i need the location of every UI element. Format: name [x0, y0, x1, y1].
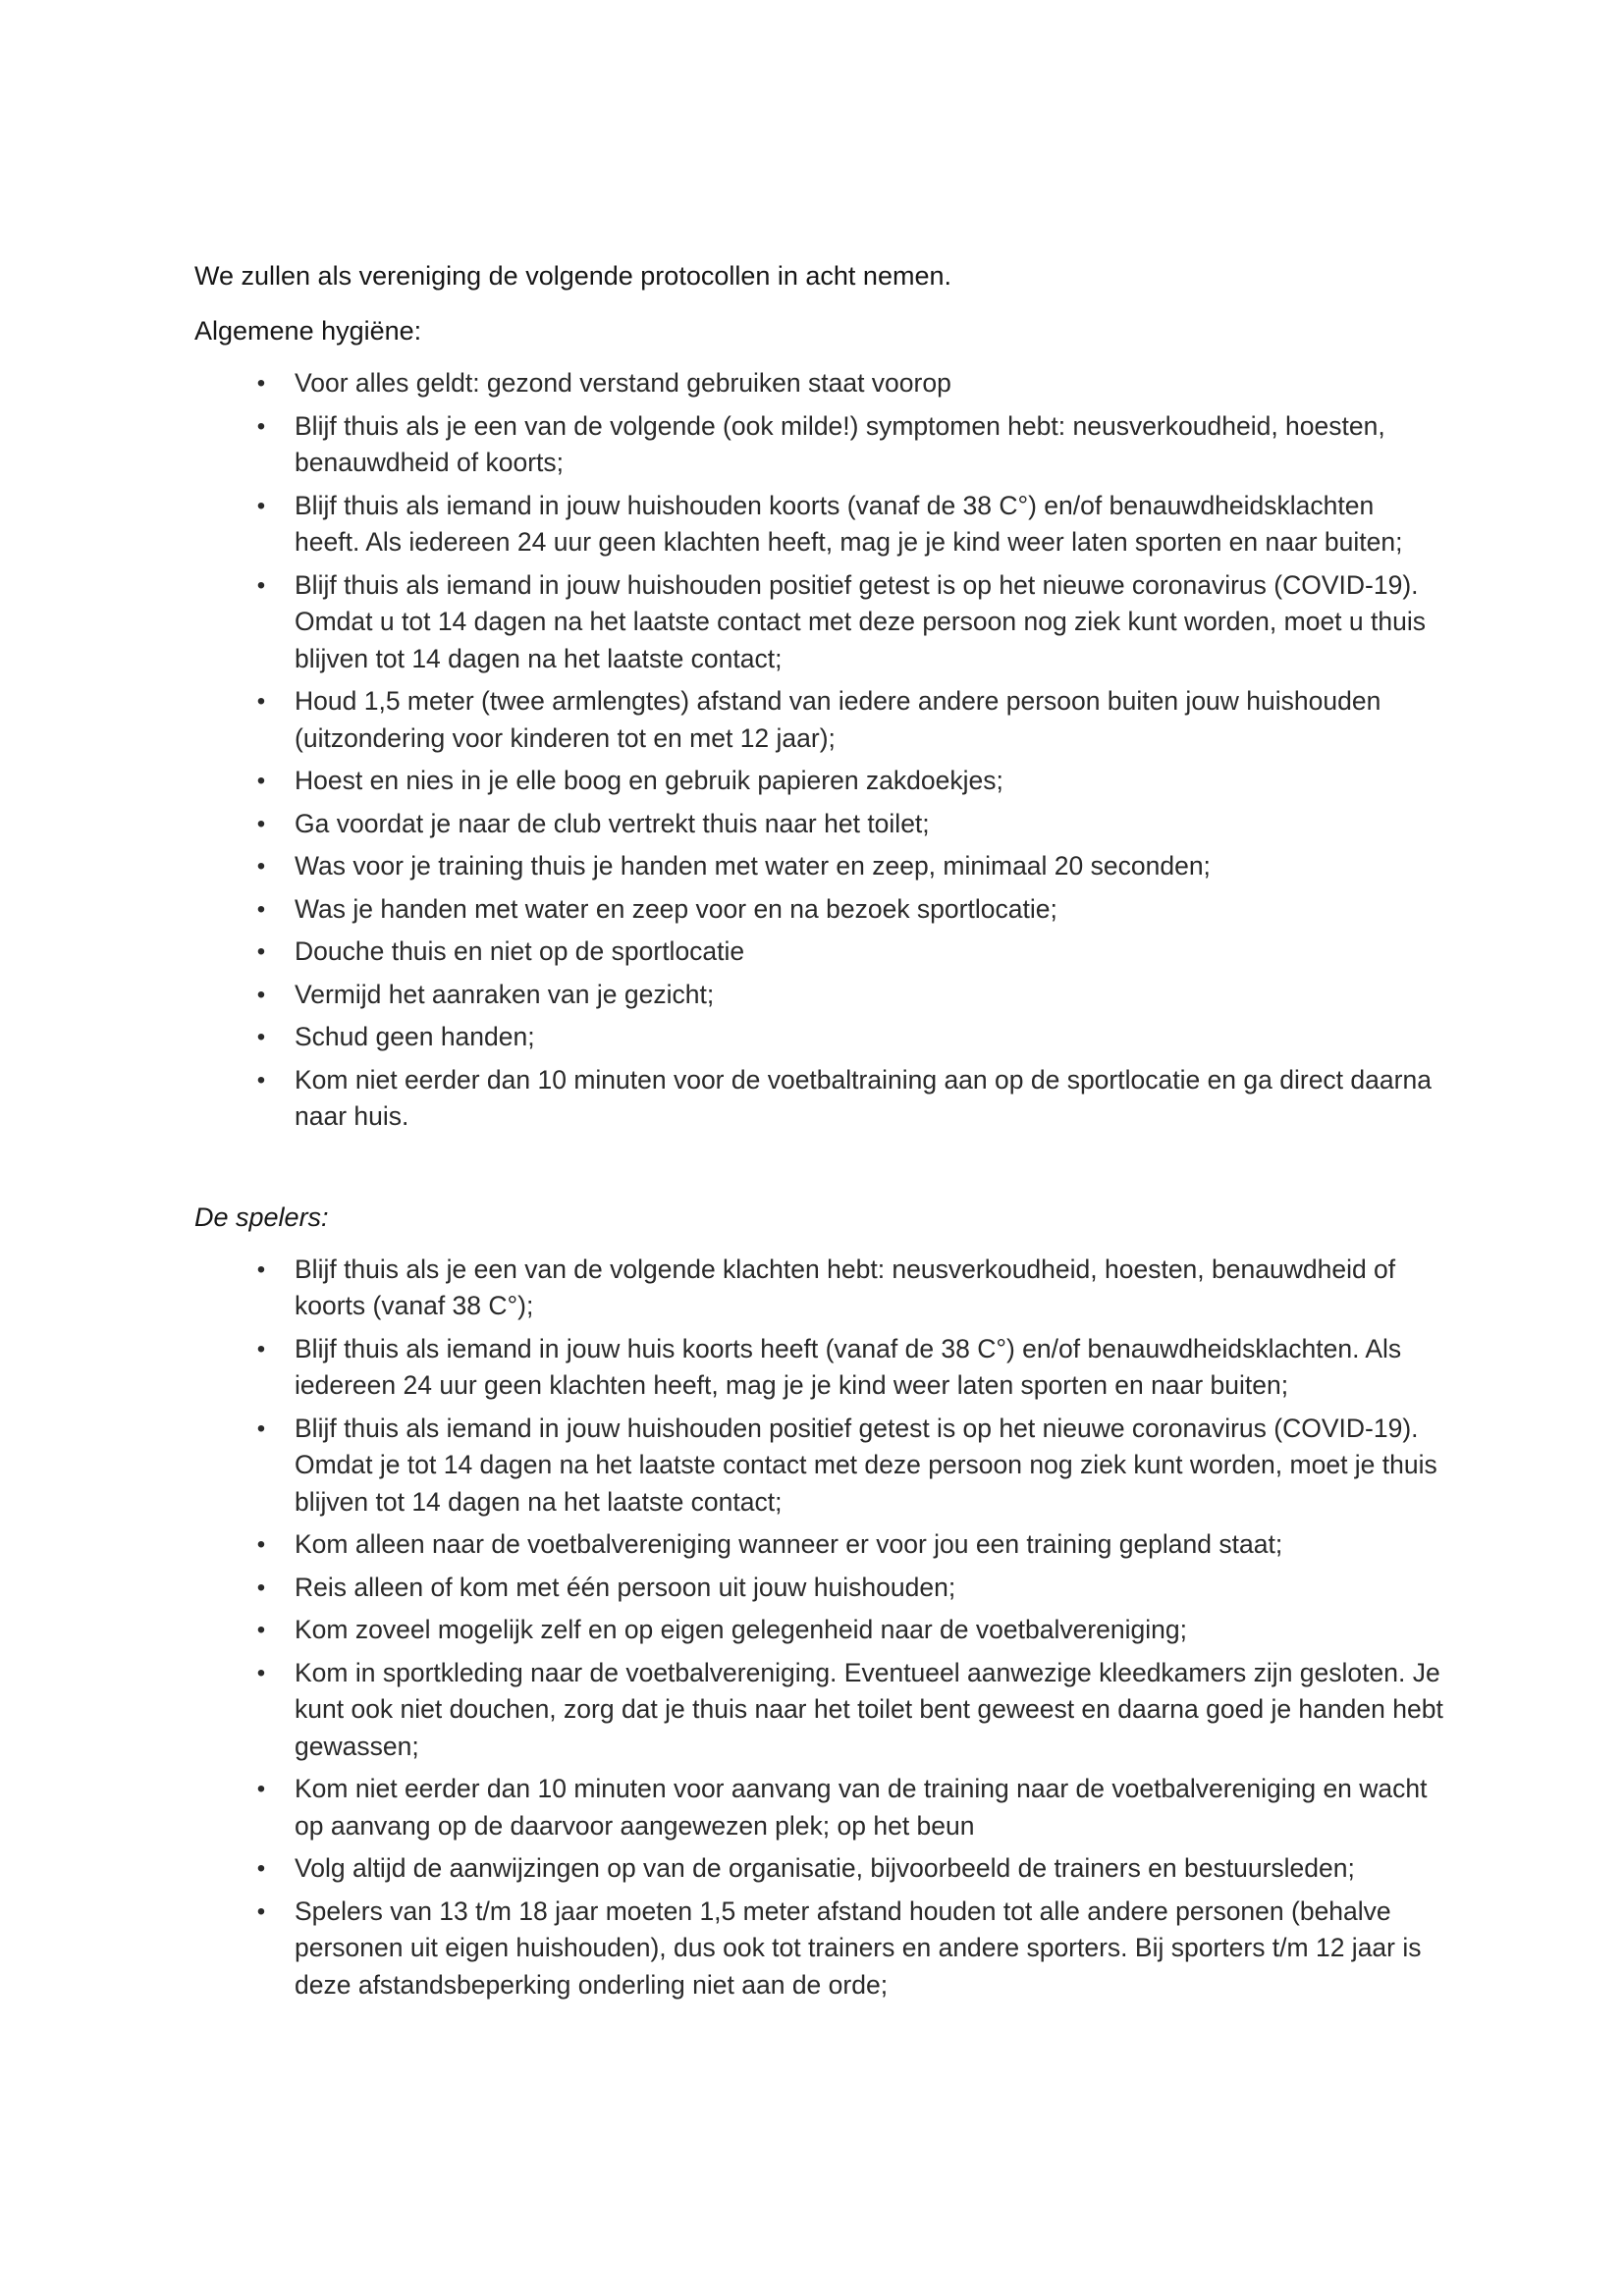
list-item	[194, 1331, 1443, 1405]
list-item	[194, 1526, 1443, 1564]
list-item-text: Kom in sportkleding naar de voetbalvereniging. Eventueel aanwezige kleedkamers zijn gesloten. Je kunt ook niet douchen, zorg dat je thuis naar het toilet bent geweest en daarna goed je handen hebt gewassen;	[295, 1657, 1443, 1761]
list-item	[194, 1019, 1443, 1056]
bullet-icon: •	[256, 370, 266, 397]
bullet-icon: •	[256, 895, 266, 923]
list-item	[194, 848, 1443, 885]
bullet-icon: •	[256, 853, 266, 880]
list-item-text: Blijf thuis als iemand in jouw huis koorts heeft (vanaf de 38 C°) en/of benauwdheidsklachten. Als iedereen 24 uur geen klachten heeft, mag je je kind weer laten sporten en naar buiten;	[295, 1333, 1402, 1400]
section-heading-players: De spelers:	[194, 1201, 329, 1232]
list-item	[194, 567, 1443, 678]
list-item	[194, 365, 1443, 402]
list-item-text: Ga voordat je naar de club vertrekt thuis naar het toilet;	[295, 808, 930, 838]
list-item	[194, 408, 1443, 482]
list-item	[194, 763, 1443, 800]
bullet-icon: •	[256, 1531, 266, 1558]
list-item	[194, 1411, 1443, 1522]
list-item	[194, 683, 1443, 757]
bullet-icon: •	[256, 768, 266, 794]
list-item	[194, 1771, 1443, 1844]
list-item	[194, 977, 1443, 1014]
list-item-text: Reis alleen of kom met één persoon uit jouw huishouden;	[295, 1572, 956, 1602]
list-item-text: Blijf thuis als iemand in jouw huishouden koorts (vanaf de 38 C°) en/of benauwdheidsklachten heeft. Als iedereen 24 uur geen klachten heeft, mag je je kind weer laten sporten en naar buiten;	[295, 490, 1403, 557]
bullet-icon: •	[256, 1776, 266, 1802]
list-item	[194, 1850, 1443, 1888]
list-item-text: Blijf thuis als iemand in jouw huishouden positief getest is op het nieuwe coronavirus (COVID-19). Omdat u tot 14 dagen na het laatste contact met deze persoon nog ziek kunt worden, moet u thuis blijven tot 14 dagen na het laatste contact;	[295, 569, 1426, 673]
list-item-text: Kom alleen naar de voetbalvereniging wanneer er voor jou een training gepland staat;	[295, 1529, 1283, 1559]
list-item-text: Voor alles geldt: gezond verstand gebruiken staat voorop	[295, 368, 951, 398]
list-item-text: Volg altijd de aanwijzingen op van de organisatie, bijvoorbeeld de trainers en bestuursleden;	[295, 1853, 1355, 1883]
list-item-text: Kom zoveel mogelijk zelf en op eigen gelegenheid naar de voetbalvereniging;	[295, 1615, 1187, 1644]
bullet-icon: •	[256, 1574, 266, 1601]
bullet-icon: •	[256, 1255, 266, 1283]
bullet-icon: •	[256, 810, 266, 837]
list-item	[194, 1612, 1443, 1649]
list-item	[194, 806, 1443, 843]
list-item	[194, 1062, 1443, 1136]
list-item-text: Hoest en nies in je elle boog en gebruik papieren zakdoekjes;	[295, 766, 1003, 795]
list-item-text: Blijf thuis als je een van de volgende (ook milde!) symptomen hebt: neusverkoudheid, hoesten, benauwdheid of koorts;	[295, 410, 1385, 477]
list-item	[194, 934, 1443, 971]
bullet-icon: •	[256, 938, 266, 965]
list-item-text: Vermijd het aanraken van je gezicht;	[295, 979, 715, 1009]
bullet-icon: •	[256, 412, 266, 440]
intro-paragraph: We zullen als vereniging de volgende protocollen in acht nemen.	[194, 261, 951, 291]
list-item	[194, 488, 1443, 561]
list-item	[194, 1252, 1443, 1325]
bullet-icon: •	[256, 1335, 266, 1362]
bullet-icon: •	[256, 1617, 266, 1643]
bullet-icon: •	[256, 492, 266, 519]
bullet-icon: •	[256, 571, 266, 599]
players-bullet-list	[194, 1252, 1443, 2004]
list-item-text: Was je handen met water en zeep voor en na bezoek sportlocatie;	[295, 893, 1057, 924]
bullet-icon: •	[256, 1659, 266, 1686]
list-item	[194, 1894, 1443, 2004]
list-item-text: Kom niet eerder dan 10 minuten voor de voetbaltraining aan op de sportlocatie en ga direct daarna naar huis.	[295, 1064, 1432, 1131]
bullet-icon: •	[256, 1415, 266, 1442]
list-item-text: Kom niet eerder dan 10 minuten voor aanvang van de training naar de voetbalvereniging en wacht op aanvang op de daarvoor aangewezen plek; op het beun	[295, 1774, 1428, 1841]
list-item-text: Houd 1,5 meter (twee armlengtes) afstand van iedere andere persoon buiten jouw huishouden (uitzondering voor kinderen tot en met 12 jaar);	[295, 686, 1381, 753]
bullet-icon: •	[256, 1066, 266, 1094]
hygiene-bullet-list	[194, 365, 1443, 1136]
section-spacer	[194, 1142, 1443, 1199]
list-item-text: Spelers van 13 t/m 18 jaar moeten 1,5 meter afstand houden tot alle andere personen (behalve personen uit eigen huishouden), dus ook tot trainers en andere sporters. Bij sporters t/m 12 jaar is deze afstandsbeperking onderling niet aan de orde;	[295, 1896, 1422, 2000]
bullet-icon: •	[256, 1024, 266, 1050]
list-item-text: Schud geen handen;	[295, 1022, 535, 1051]
section-heading-hygiene: Algemene hygiëne:	[194, 316, 422, 346]
list-item-text: Was voor je training thuis je handen met water en zeep, minimaal 20 seconden;	[295, 851, 1211, 881]
list-item-text: Blijf thuis als iemand in jouw huishouden positief getest is op het nieuwe coronavirus (COVID-19). Omdat je tot 14 dagen na het laatste contact met deze persoon nog ziek kunt worden, moet je thuis blijven tot 14 dagen na het laatste contact;	[295, 1413, 1437, 1517]
list-item-text: Blijf thuis als je een van de volgende klachten hebt: neusverkoudheid, hoesten, benauwdheid of koorts (vanaf 38 C°);	[295, 1254, 1396, 1320]
bullet-icon: •	[256, 981, 266, 1008]
list-item-text: Douche thuis en niet op de sportlocatie	[295, 936, 745, 966]
list-item	[194, 891, 1443, 929]
bullet-icon: •	[256, 688, 266, 715]
bullet-icon: •	[256, 1897, 266, 1925]
bullet-icon: •	[256, 1855, 266, 1882]
list-item	[194, 1655, 1443, 1766]
list-item	[194, 1570, 1443, 1607]
document-body	[194, 257, 1443, 2009]
